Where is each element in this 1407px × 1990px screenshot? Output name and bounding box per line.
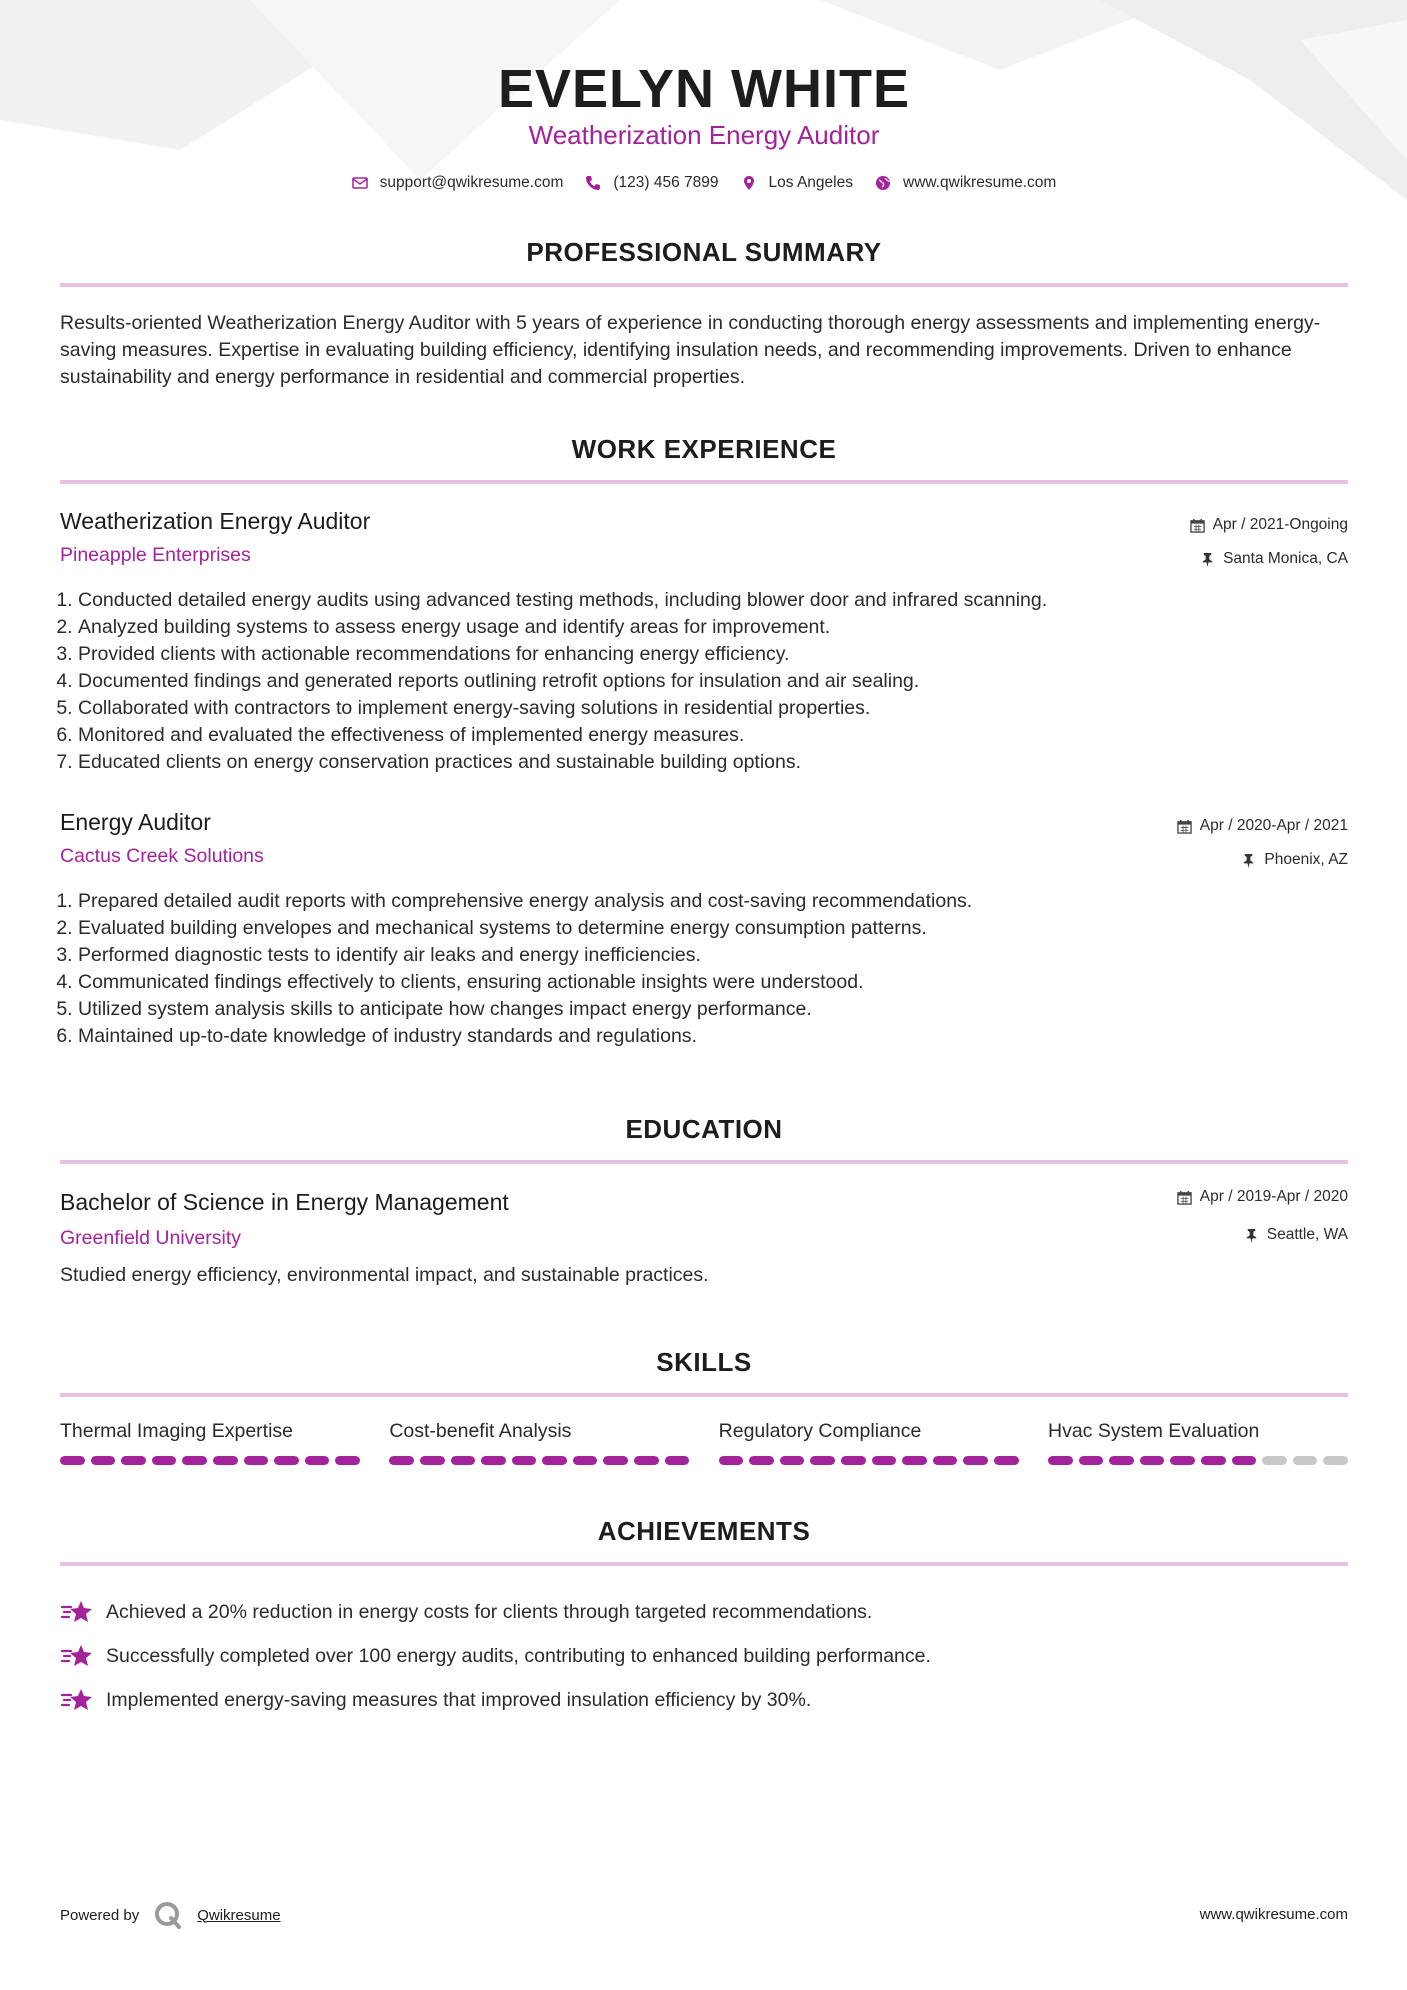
skill-item [1048, 1420, 1348, 1465]
job-title: Weatherization Energy Auditor [60, 508, 371, 534]
section-divider [60, 1160, 1348, 1164]
skill-level-segment [872, 1456, 897, 1465]
skill-name: Cost-benefit Analysis [389, 1420, 572, 1442]
job-location-text: Phoenix, AZ [1264, 851, 1348, 868]
job-location [1241, 851, 1348, 869]
section-divider [60, 480, 1348, 484]
skill-level-bar [1048, 1456, 1348, 1465]
skill-level-segment [481, 1456, 506, 1465]
list-item: 5. Utilized system analysis skills to anticipate how changes impact energy performance. [78, 996, 1366, 1023]
job-dates [1190, 516, 1348, 534]
skill-level-bar [60, 1456, 360, 1465]
achievement-text: Achieved a 20% reduction in energy costs for clients through targeted recommendations. [106, 1600, 873, 1623]
contact-bar [60, 174, 1348, 192]
list-item: 3. Performed diagnostic tests to identify air leaks and energy inefficiencies. [78, 942, 1366, 969]
job-location-text: Santa Monica, CA [1223, 550, 1348, 567]
pin-icon [1244, 1228, 1259, 1243]
skill-level-segment [335, 1456, 360, 1465]
skill-level-segment [1323, 1456, 1348, 1465]
job-company: Cactus Creek Solutions [60, 845, 264, 867]
skill-level-bar [719, 1456, 1019, 1465]
candidate-role: Weatherization Energy Auditor [528, 120, 880, 150]
summary-text: Results-oriented Weatherization Energy Auditor with 5 years of experience in conducting thorough energy assessments and implementing energy-saving measures. Expertise in evaluating building efficiency, identifying insulation needs, and recommending improvements. Driven to enhance sustainability and energy performance in residential and commercial properties. [60, 312, 1321, 388]
skill-level-segment [1170, 1456, 1195, 1465]
footer-powered-by [60, 1900, 281, 1930]
job-dates-text: Apr / 2021-Ongoing [1212, 516, 1348, 533]
skill-level-segment [963, 1456, 988, 1465]
globe-icon [875, 175, 891, 191]
skill-level-segment [91, 1456, 116, 1465]
contact-website-text: www.qwikresume.com [903, 174, 1057, 191]
skill-level-segment [512, 1456, 537, 1465]
skill-level-segment [665, 1456, 690, 1465]
achievements-list [60, 1590, 1348, 1722]
skill-level-segment [780, 1456, 805, 1465]
list-item: 3. Provided clients with actionable recommendations for enhancing energy efficiency. [78, 641, 1366, 668]
job-title: Energy Auditor [60, 809, 211, 835]
achievement-item [60, 1634, 1348, 1678]
skill-level-segment [542, 1456, 567, 1465]
job-dates [1177, 817, 1348, 835]
education-description: Studied energy efficiency, environmental impact, and sustainable practices. [60, 1264, 709, 1286]
skill-level-segment [719, 1456, 744, 1465]
skill-level-segment [1109, 1456, 1134, 1465]
list-item: 1. Prepared detailed audit reports with comprehensive energy analysis and cost-saving recommendations. [78, 888, 1366, 915]
section-title-education: EDUCATION [625, 1114, 783, 1144]
skill-level-segment [902, 1456, 927, 1465]
education-school: Greenfield University [60, 1227, 241, 1249]
list-item: 6. Maintained up-to-date knowledge of industry standards and regulations. [78, 1023, 1366, 1050]
skill-name: Hvac System Evaluation [1047, 1420, 1260, 1442]
list-item: 5. Collaborated with contractors to implement energy-saving solutions in residential properties. [78, 695, 1366, 722]
skill-level-segment [274, 1456, 299, 1465]
education-degree: Bachelor of Science in Energy Management [60, 1189, 509, 1215]
list-item: 2. Evaluated building envelopes and mechanical systems to determine energy consumption patterns. [78, 915, 1366, 942]
calendar-icon [1190, 518, 1205, 533]
skill-name: Thermal Imaging Expertise [60, 1420, 294, 1442]
section-title-achievements: ACHIEVEMENTS [597, 1516, 811, 1546]
achievement-text: Implemented energy-saving measures that improved insulation efficiency by 30%. [106, 1688, 812, 1711]
skill-level-segment [634, 1456, 659, 1465]
contact-location [741, 174, 853, 192]
list-item: 4. Documented findings and generated reports outlining retrofit options for insulation and air sealing. [78, 668, 1366, 695]
skill-item [389, 1420, 689, 1465]
achievement-item [60, 1678, 1348, 1722]
skill-level-segment [60, 1456, 85, 1465]
skill-name: Regulatory Compliance [718, 1420, 922, 1442]
candidate-name: EVELYN WHITE [497, 59, 911, 119]
skill-level-segment [244, 1456, 269, 1465]
skill-level-segment [933, 1456, 958, 1465]
section-divider [60, 283, 1348, 287]
job-responsibilities [60, 587, 1366, 776]
qwikresume-logo-icon [153, 1900, 183, 1930]
achievement-text: Successfully completed over 100 energy audits, contributing to enhanced building performance. [106, 1644, 931, 1667]
list-item: 4. Communicated findings effectively to clients, ensuring actionable insights were understood. [78, 969, 1366, 996]
section-divider [60, 1393, 1348, 1397]
star-icon [60, 1598, 94, 1626]
calendar-icon [1177, 819, 1192, 834]
phone-icon [585, 175, 601, 191]
skill-level-segment [749, 1456, 774, 1465]
skill-level-segment [152, 1456, 177, 1465]
skill-level-segment [573, 1456, 598, 1465]
skill-level-segment [810, 1456, 835, 1465]
map-pin-icon [741, 175, 757, 191]
section-divider [60, 1562, 1348, 1566]
job-location [1200, 550, 1348, 568]
contact-location-text: Los Angeles [768, 174, 853, 191]
skill-level-segment [1079, 1456, 1104, 1465]
skill-level-segment [1201, 1456, 1226, 1465]
pin-icon [1200, 552, 1215, 567]
contact-phone[interactable] [585, 174, 718, 192]
contact-email-text: support@qwikresume.com [379, 174, 564, 191]
skill-level-segment [1262, 1456, 1287, 1465]
contact-website[interactable] [875, 174, 1056, 192]
powered-by-label: Powered by [60, 1906, 140, 1924]
education-dates-text: Apr / 2019-Apr / 2020 [1199, 1188, 1348, 1205]
list-item: 6. Monitored and evaluated the effectiveness of implemented energy measures. [78, 722, 1366, 749]
list-item: 2. Analyzed building systems to assess energy usage and identify areas for improvement. [78, 614, 1366, 641]
education-location-text: Seattle, WA [1266, 1226, 1348, 1243]
skill-level-segment [1293, 1456, 1318, 1465]
skill-level-segment [1140, 1456, 1165, 1465]
pin-icon [1241, 853, 1256, 868]
skill-level-segment [389, 1456, 414, 1465]
list-item: 1. Conducted detailed energy audits using advanced testing methods, including blower door and infrared scanning. [78, 587, 1366, 614]
brand-link[interactable]: Qwikresume [197, 1906, 281, 1924]
skill-level-segment [420, 1456, 445, 1465]
skills-list [60, 1420, 1348, 1465]
education-dates [1177, 1188, 1348, 1206]
contact-email[interactable] [352, 174, 564, 192]
star-icon [60, 1642, 94, 1670]
skill-level-segment [213, 1456, 238, 1465]
job-responsibilities [60, 888, 1366, 1050]
skill-level-segment [603, 1456, 628, 1465]
achievement-item [60, 1590, 1348, 1634]
list-item: 7. Educated clients on energy conservation practices and sustainable building options. [78, 749, 1366, 776]
skill-level-segment [305, 1456, 330, 1465]
envelope-icon [352, 175, 368, 191]
skill-level-segment [182, 1456, 207, 1465]
skill-level-segment [1048, 1456, 1073, 1465]
education-location [1244, 1226, 1348, 1244]
job-company: Pineapple Enterprises [60, 544, 251, 566]
skill-level-segment [841, 1456, 866, 1465]
calendar-icon [1177, 1190, 1192, 1205]
contact-phone-text: (123) 456 7899 [613, 174, 719, 191]
skill-item [60, 1420, 360, 1465]
skill-item [719, 1420, 1019, 1465]
skill-level-segment [121, 1456, 146, 1465]
star-icon [60, 1686, 94, 1714]
skill-level-segment [451, 1456, 476, 1465]
section-title-experience: WORK EXPERIENCE [571, 434, 837, 464]
section-title-summary: PROFESSIONAL SUMMARY [526, 237, 882, 267]
skill-level-segment [994, 1456, 1019, 1465]
section-title-skills: SKILLS [656, 1347, 752, 1377]
footer-website[interactable]: www.qwikresume.com [1199, 1906, 1348, 1923]
job-dates-text: Apr / 2020-Apr / 2021 [1199, 817, 1348, 834]
skill-level-bar [389, 1456, 689, 1465]
skill-level-segment [1232, 1456, 1257, 1465]
